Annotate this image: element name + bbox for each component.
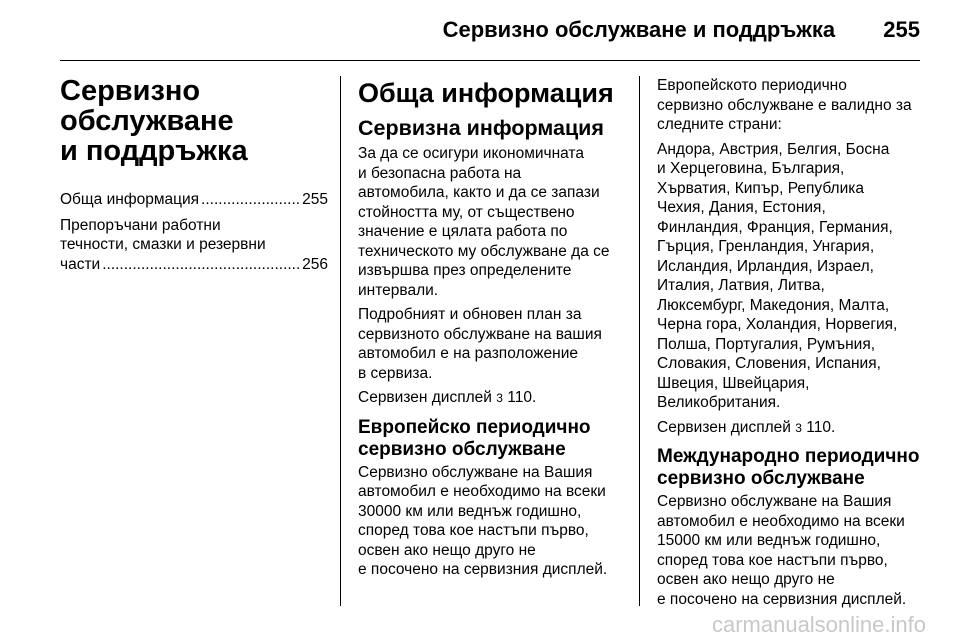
toc-leader: [201, 190, 300, 210]
watermark: carmanualsonline.info: [711, 612, 926, 637]
section-title: Обща информация: [358, 78, 614, 108]
running-title: Сервизно обслужване и поддръжка: [442, 17, 836, 42]
subsection-heading: Международно периодично сервизно обслужване: [657, 446, 920, 489]
cross-reference[interactable]: Сервизен дисплей 3 110.: [657, 418, 836, 436]
cross-reference[interactable]: Сервизен дисплей 3 110.: [358, 389, 537, 406]
reference-arrow-icon: 3: [496, 391, 503, 405]
toc-entry-general-info[interactable]: Обща информация ..... 255: [60, 190, 328, 210]
paragraph: Сервизно обслужване на Вашия автомобил е необходимо на всеки 30000 км или веднъж годишно, според това кое настъпи първо, освен ако нещо друго не е посочено на сервизния дисплей.: [358, 463, 608, 578]
toc-page: 255: [302, 191, 328, 208]
header-rule: [60, 60, 920, 61]
paragraph: Подробният и обновен план за сервизното обслужване на вашия автомобил е на разположение в сервиза.: [358, 306, 602, 382]
paragraph: За да се осигури икономичната и безопасна работа на автомобила, както и да се запази стойността му, от съществено значение е цялата работа по техническото му обслужване да се извършва през определените интервали.: [358, 145, 610, 299]
subsection-heading: Европейско периодично сервизно обслужване: [358, 416, 591, 460]
toc-leader: [102, 255, 300, 275]
content-column-3: [657, 76, 929, 614]
page-header: [0, 16, 920, 44]
chapter-column: [60, 76, 328, 280]
toc-page: 256: [302, 255, 328, 273]
country-list: Андора, Австрия, Белгия, Босна и Херцеговина, България, Хърватия, Кипър, Република Чехия, Дания, Естония, Финландия, Франция, Германия, Гърция, Гренландия, Унгария, Исландия, Ирландия, Израел, Италия, Латвия, Литва, Люксембург, Македония, Малта, Черна гора, Холандия, Норвегия, Полша, Португалия, Румъния, Словакия, Словения, Испания, Швеция, Швейцария, Великобритания.: [657, 140, 898, 411]
page-number: 255: [883, 17, 920, 42]
column-divider-1: [340, 76, 341, 606]
chapter-title: Сервизно обслужване и поддръжка: [60, 75, 248, 167]
paragraph: Европейското периодично сервизно обслужване е валидно за следните страни:: [657, 77, 912, 133]
subsection-title: Сервизна информация: [358, 116, 604, 140]
reference-arrow-icon: 3: [795, 420, 802, 435]
content-column-2: [358, 76, 628, 585]
column-divider-2: [639, 76, 640, 606]
paragraph: Сервизно обслужване на Вашия автомобил е необходимо на всеки 15000 км или веднъж годишно, според това кое настъпи първо, освен ако нещо друго не е посочено на сервизния дисплей.: [657, 493, 907, 608]
toc-entry-fluids[interactable]: Препоръчани работни течности, смазки и резервни части ..... 256: [60, 216, 328, 275]
